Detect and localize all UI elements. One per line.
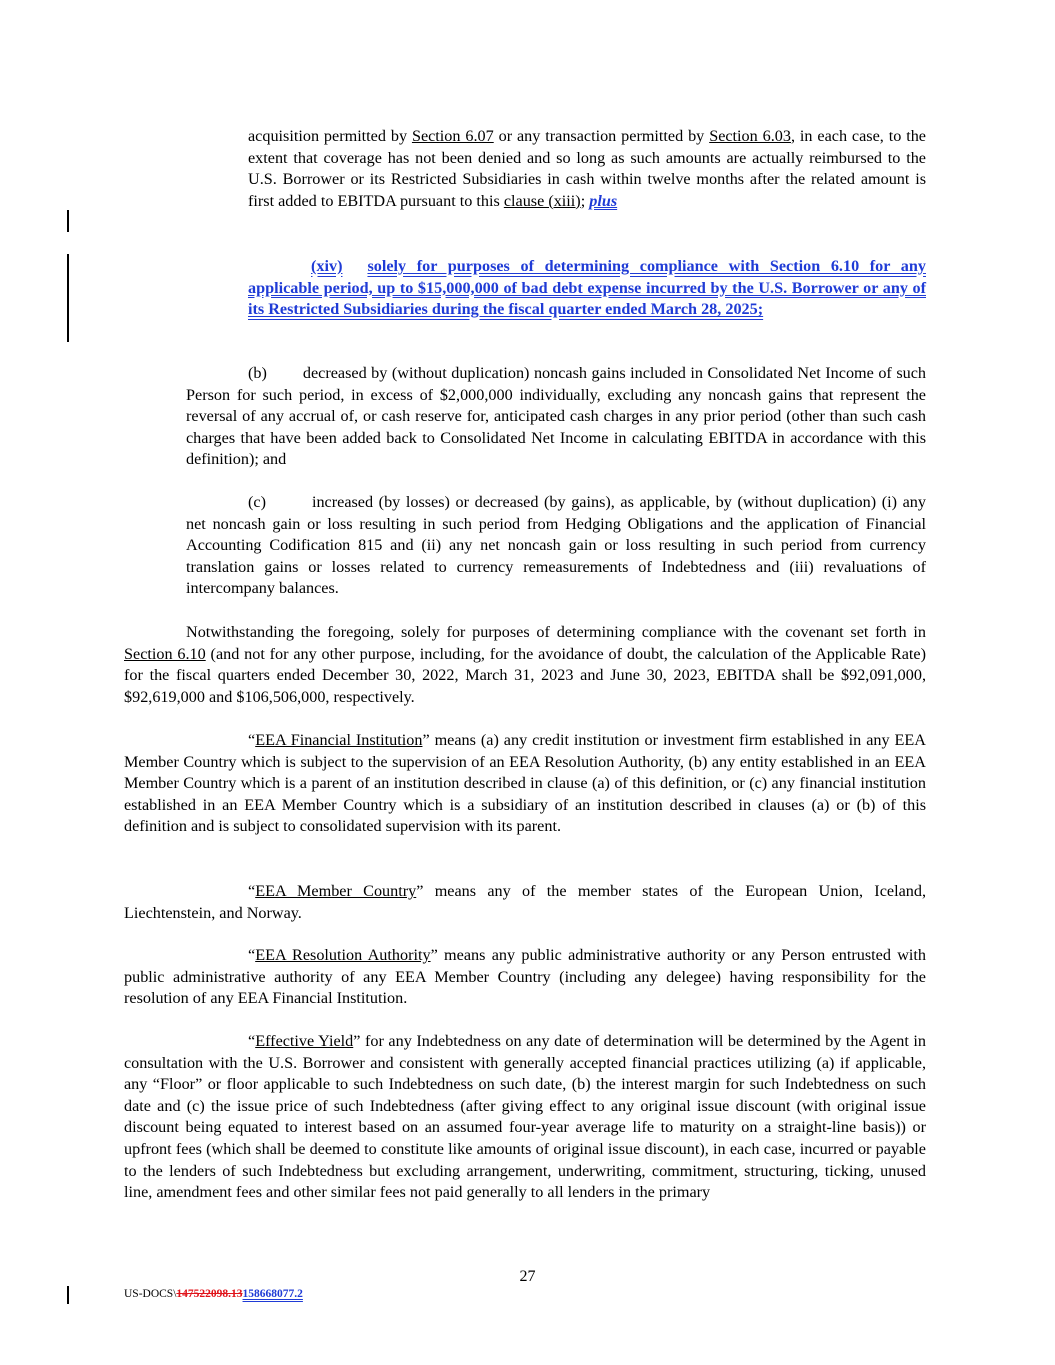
inserted-text: solely for purposes of determining compliance with Section 6.10 for any applicable period, up to $15,000,000 of bad debt expense incurred by the U.S. Borrower or any of its Restricted Subsidiaries during the fiscal quarter ended March 28, 2025;	[248, 257, 926, 319]
clause-label: (c)	[248, 493, 266, 511]
definition-eea-financial-institution: “EEA Financial Institution” means (a) any credit institution or investment firm established in any EEA Member Country which is subject to the supervision of an EEA Resolution Authority, (b) any entity established in an EEA Member Country which is a parent of an institution described in clause (a) of this definition, or (c) any financial institution established in an EEA Member Country which is a subsidiary of an institution described in clauses (a) or (b) of this definition and is subject to consolidated supervision with its parent.	[124, 731, 926, 836]
definition-eea-member-country: “EEA Member Country” means any of the member states of the European Union, Iceland, Liechtenstein, and Norway.	[124, 882, 926, 922]
clause-ref-link[interactable]: clause (xiii)	[503, 191, 581, 210]
notwithstanding-paragraph: Notwithstanding the foregoing, solely for purposes of determining compliance with the covenant set forth in Section 6.10 (and not for any other purpose, including, for the avoidance of doubt, the calculation of the Applicable Rate) for the fiscal quarters ended December 30, 2022, March 31, 2023 and June 30, 2023, EBITDA shall be $92,091,000, $92,619,000 and $106,506,000, respectively.	[124, 623, 926, 706]
document-id-footer: US-DOCS\147522098.13158668077.2	[124, 1288, 303, 1300]
section-ref-link[interactable]: Section 6.07	[411, 127, 494, 145]
change-bar	[67, 254, 69, 342]
defined-term: EEA Member Country	[255, 882, 417, 900]
inserted-text: plus	[589, 191, 618, 210]
deleted-text: 147522098.13	[176, 1288, 243, 1300]
defined-term: EEA Financial Institution	[255, 731, 423, 749]
definition-eea-resolution-authority: “EEA Resolution Authority” means any public administrative authority or any Person entrusted with public administrative authority of any EEA Member Country (including any delegee) having responsibility for the resolution of any EEA Financial Institution.	[124, 946, 926, 1008]
clause-c-paragraph: (c) increased (by losses) or decreased (by gains), as applicable, by (without duplication) (i) any net noncash gain or loss resulting in such period from Hedging Obligations and the application of Financial Accounting Codification 815 and (ii) any net noncash gain or loss resulting in such period from currency translation gains or losses related to currency remeasurements of Indebtedness and (iii) revaluations of intercompany balances.	[186, 493, 926, 598]
inserted-text: 158668077.2	[242, 1288, 303, 1300]
clause-label: (b)	[248, 364, 267, 382]
clause-label: (xiv)	[311, 257, 343, 275]
change-bar	[67, 210, 69, 232]
defined-term: EEA Resolution Authority	[255, 946, 431, 964]
definition-effective-yield: “Effective Yield” for any Indebtedness on any date of determination will be determined by the Agent in consultation with the U.S. Borrower and consistent with generally accepted financial practices utilizing (a) if applicable, any “Floor” or floor applicable to such Indebtedness on such date, (b) the interest margin for such Indebtedness on such date and (c) the issue price of such Indebtedness (after giving effect to any original issue discount (with original issue discount being equated to interest based on an assumed four-year average life to maturity on a straight-line basis)) or upfront fees (which shall be deemed to constitute like amounts of original issue discount), in each case, incurred or payable to the lenders of such Indebtedness but excluding arrangement, underwriting, commitment, structuring, ticking, unused line, amendment fees and other similar fees not paid generally to all lenders in the primary	[124, 1032, 926, 1202]
clause-xiii-paragraph: acquisition permitted by Section 6.07 or any transaction permitted by Section 6.03, in each case, to the extent that coverage has not been denied and so long as such amounts are actually reimbursed to the U.S. Borrower or its Restricted Subsidiaries in cash within twelve months after the related amount is first added to EBITDA pursuant to this clause (xiii); plus	[248, 127, 926, 210]
change-bar	[67, 1286, 69, 1304]
section-ref-link[interactable]: Section 6.10	[124, 644, 206, 663]
clause-xiv-paragraph	[248, 256, 926, 321]
section-ref-link[interactable]: Section 6.03	[709, 127, 791, 145]
clause-b-paragraph: (b) decreased by (without duplication) noncash gains included in Consolidated Net Income of such Person for such period, in excess of $2,000,000 individually, excluding any noncash gains that represent the reversal of any accrual of, or cash reserve for, anticipated cash charges in any prior period (other than such cash charges that have been added back to Consolidated Net Income in calculating EBITDA in accordance with this definition); and	[186, 364, 926, 469]
page-number: 27	[519, 1268, 536, 1285]
defined-term: Effective Yield	[255, 1032, 354, 1050]
